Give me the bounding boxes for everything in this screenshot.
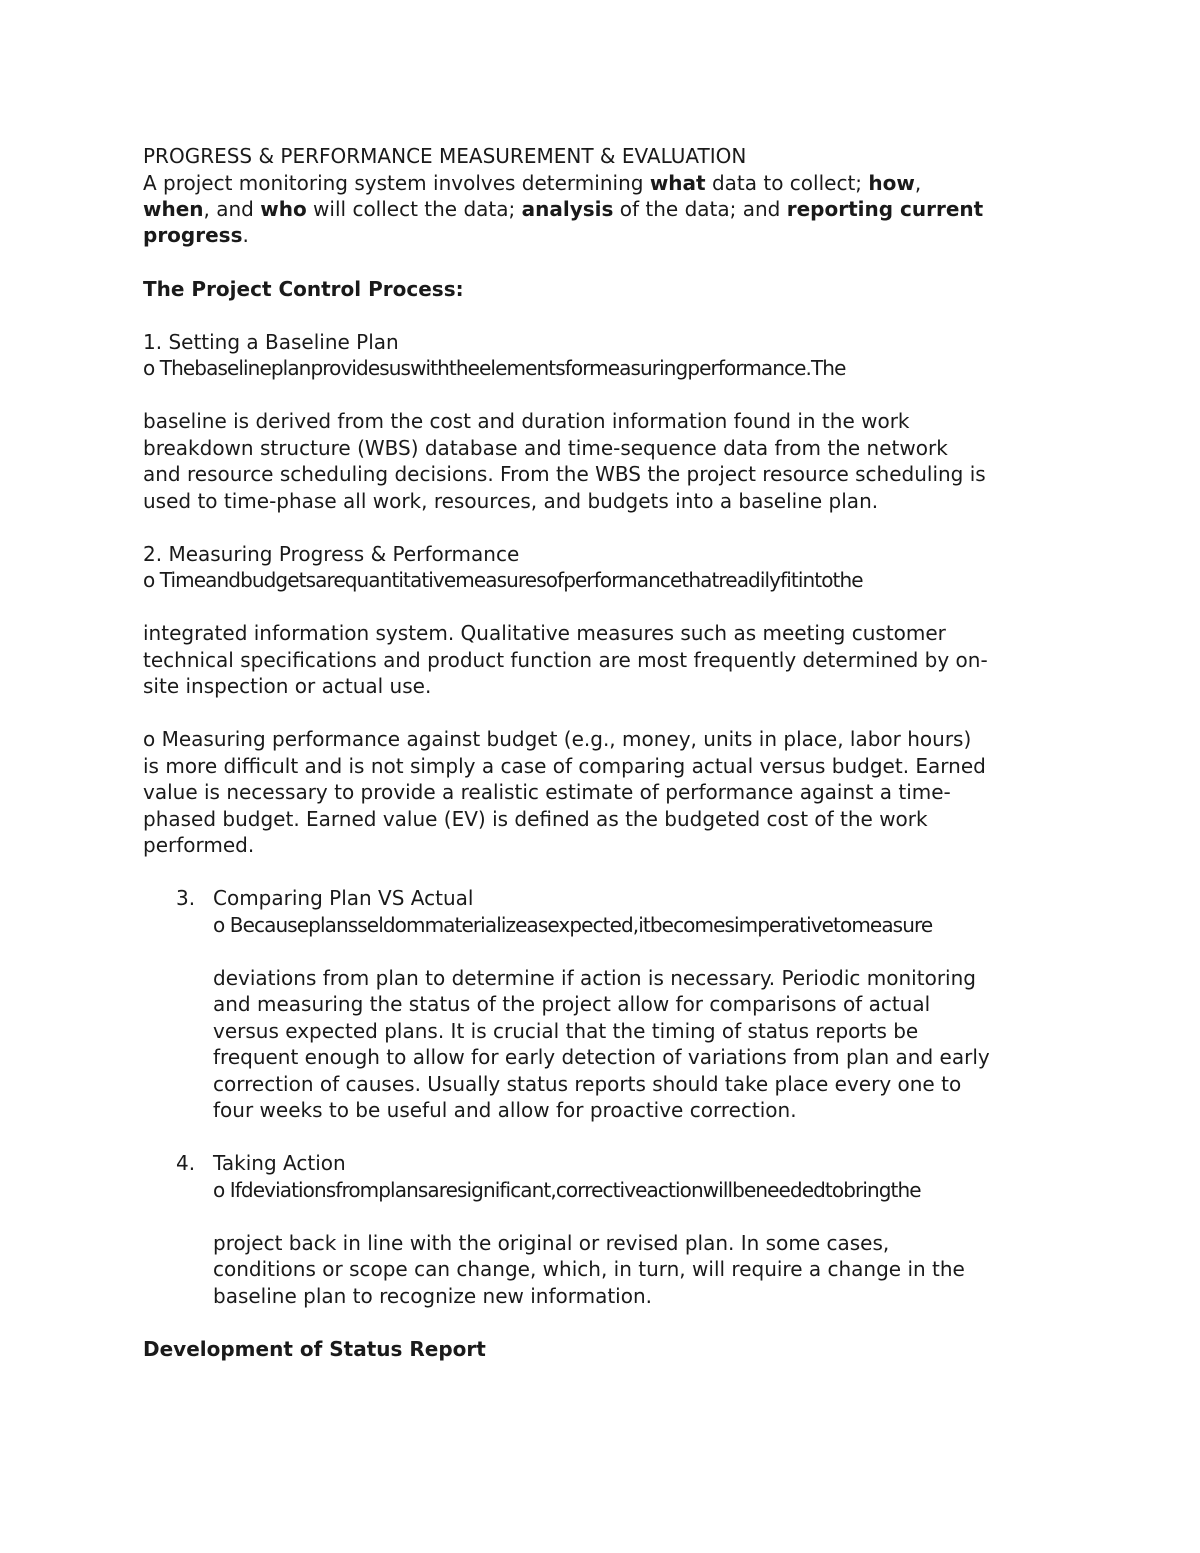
section-4-line: baseline plan to recognize new information. <box>213 1283 652 1308</box>
section-4-bullet: o Ifdeviationsfromplansaresignificant,correctiveactionwillbeneededtobringthe <box>213 1177 921 1202</box>
section-1-title: 1. Setting a Baseline Plan <box>143 329 399 354</box>
section-2-paragraph-line: performed. <box>143 833 255 857</box>
section-3-title: Comparing Plan VS Actual <box>213 886 474 910</box>
section-3-line: deviations from plan to determine if action is necessary. Periodic monitoring <box>213 965 976 990</box>
section-3-number: 3. <box>176 886 196 910</box>
intro-line-1: A project monitoring system involves determining what data to collect; how, <box>143 170 922 195</box>
section-3-line: four weeks to be useful and allow for proactive correction. <box>213 1098 797 1122</box>
section-2-paragraph-line: value is necessary to provide a realistic estimate of performance against a time- <box>143 780 951 804</box>
section-4-line: project back in line with the original or revised plan. In some cases, <box>213 1230 890 1255</box>
section-1-line: used to time-phase all work, resources, and budgets into a baseline plan. <box>143 488 879 513</box>
section-1-line: breakdown structure (WBS) database and time-sequence data from the network <box>143 435 948 460</box>
section-2-paragraph-line: o Measuring performance against budget (e.g., money, units in place, labor hours) <box>143 727 972 751</box>
section-2-line: site inspection or actual use. <box>143 674 432 698</box>
section-2-bullet: o Timeandbudgetsarequantitativemeasuresofperformancethatreadilyfitintothe <box>143 568 863 592</box>
section-2-paragraph-line: phased budget. Earned value (EV) is defined as the budgeted cost of the work <box>143 806 928 831</box>
section-heading-control-process: The Project Control Process: <box>143 276 464 301</box>
section-4-number: 4. <box>176 1151 196 1175</box>
section-3-line: correction of causes. Usually status reports should take place every one to <box>213 1071 962 1096</box>
section-2-line: integrated information system. Qualitative measures such as meeting customer <box>143 621 946 645</box>
section-3-line: frequent enough to allow for early detection of variations from plan and early <box>213 1045 990 1069</box>
section-1-bullet: o Thebaselineplanprovidesuswiththeelementsformeasuringperformance.The <box>143 356 846 380</box>
section-2-line: technical specifications and product function are most frequently determined by on- <box>143 647 988 672</box>
section-heading-status-report: Development of Status Report <box>143 1336 486 1361</box>
document-title: PROGRESS & PERFORMANCE MEASUREMENT & EVALUATION <box>143 144 747 168</box>
section-4-title: Taking Action <box>213 1151 346 1175</box>
section-1-line: and resource scheduling decisions. From the WBS the project resource scheduling is <box>143 462 986 486</box>
section-3-bullet: o Becauseplansseldommaterializeasexpected,itbecomesimperativetomeasure <box>213 912 933 937</box>
section-4-line: conditions or scope can change, which, in turn, will require a change in the <box>213 1257 965 1281</box>
section-1-line: baseline is derived from the cost and duration information found in the work <box>143 409 910 433</box>
section-2-title: 2. Measuring Progress & Performance <box>143 541 520 566</box>
section-3-line: and measuring the status of the project allow for comparisons of actual <box>213 992 931 1016</box>
section-3-line: versus expected plans. It is crucial that the timing of status reports be <box>213 1018 919 1043</box>
section-2-paragraph-line: is more difficult and is not simply a case of comparing actual versus budget. Earned <box>143 753 986 778</box>
intro-line-2: when, and who will collect the data; analysis of the data; and reporting current <box>143 197 984 221</box>
intro-line-3: progress. <box>143 223 249 247</box>
